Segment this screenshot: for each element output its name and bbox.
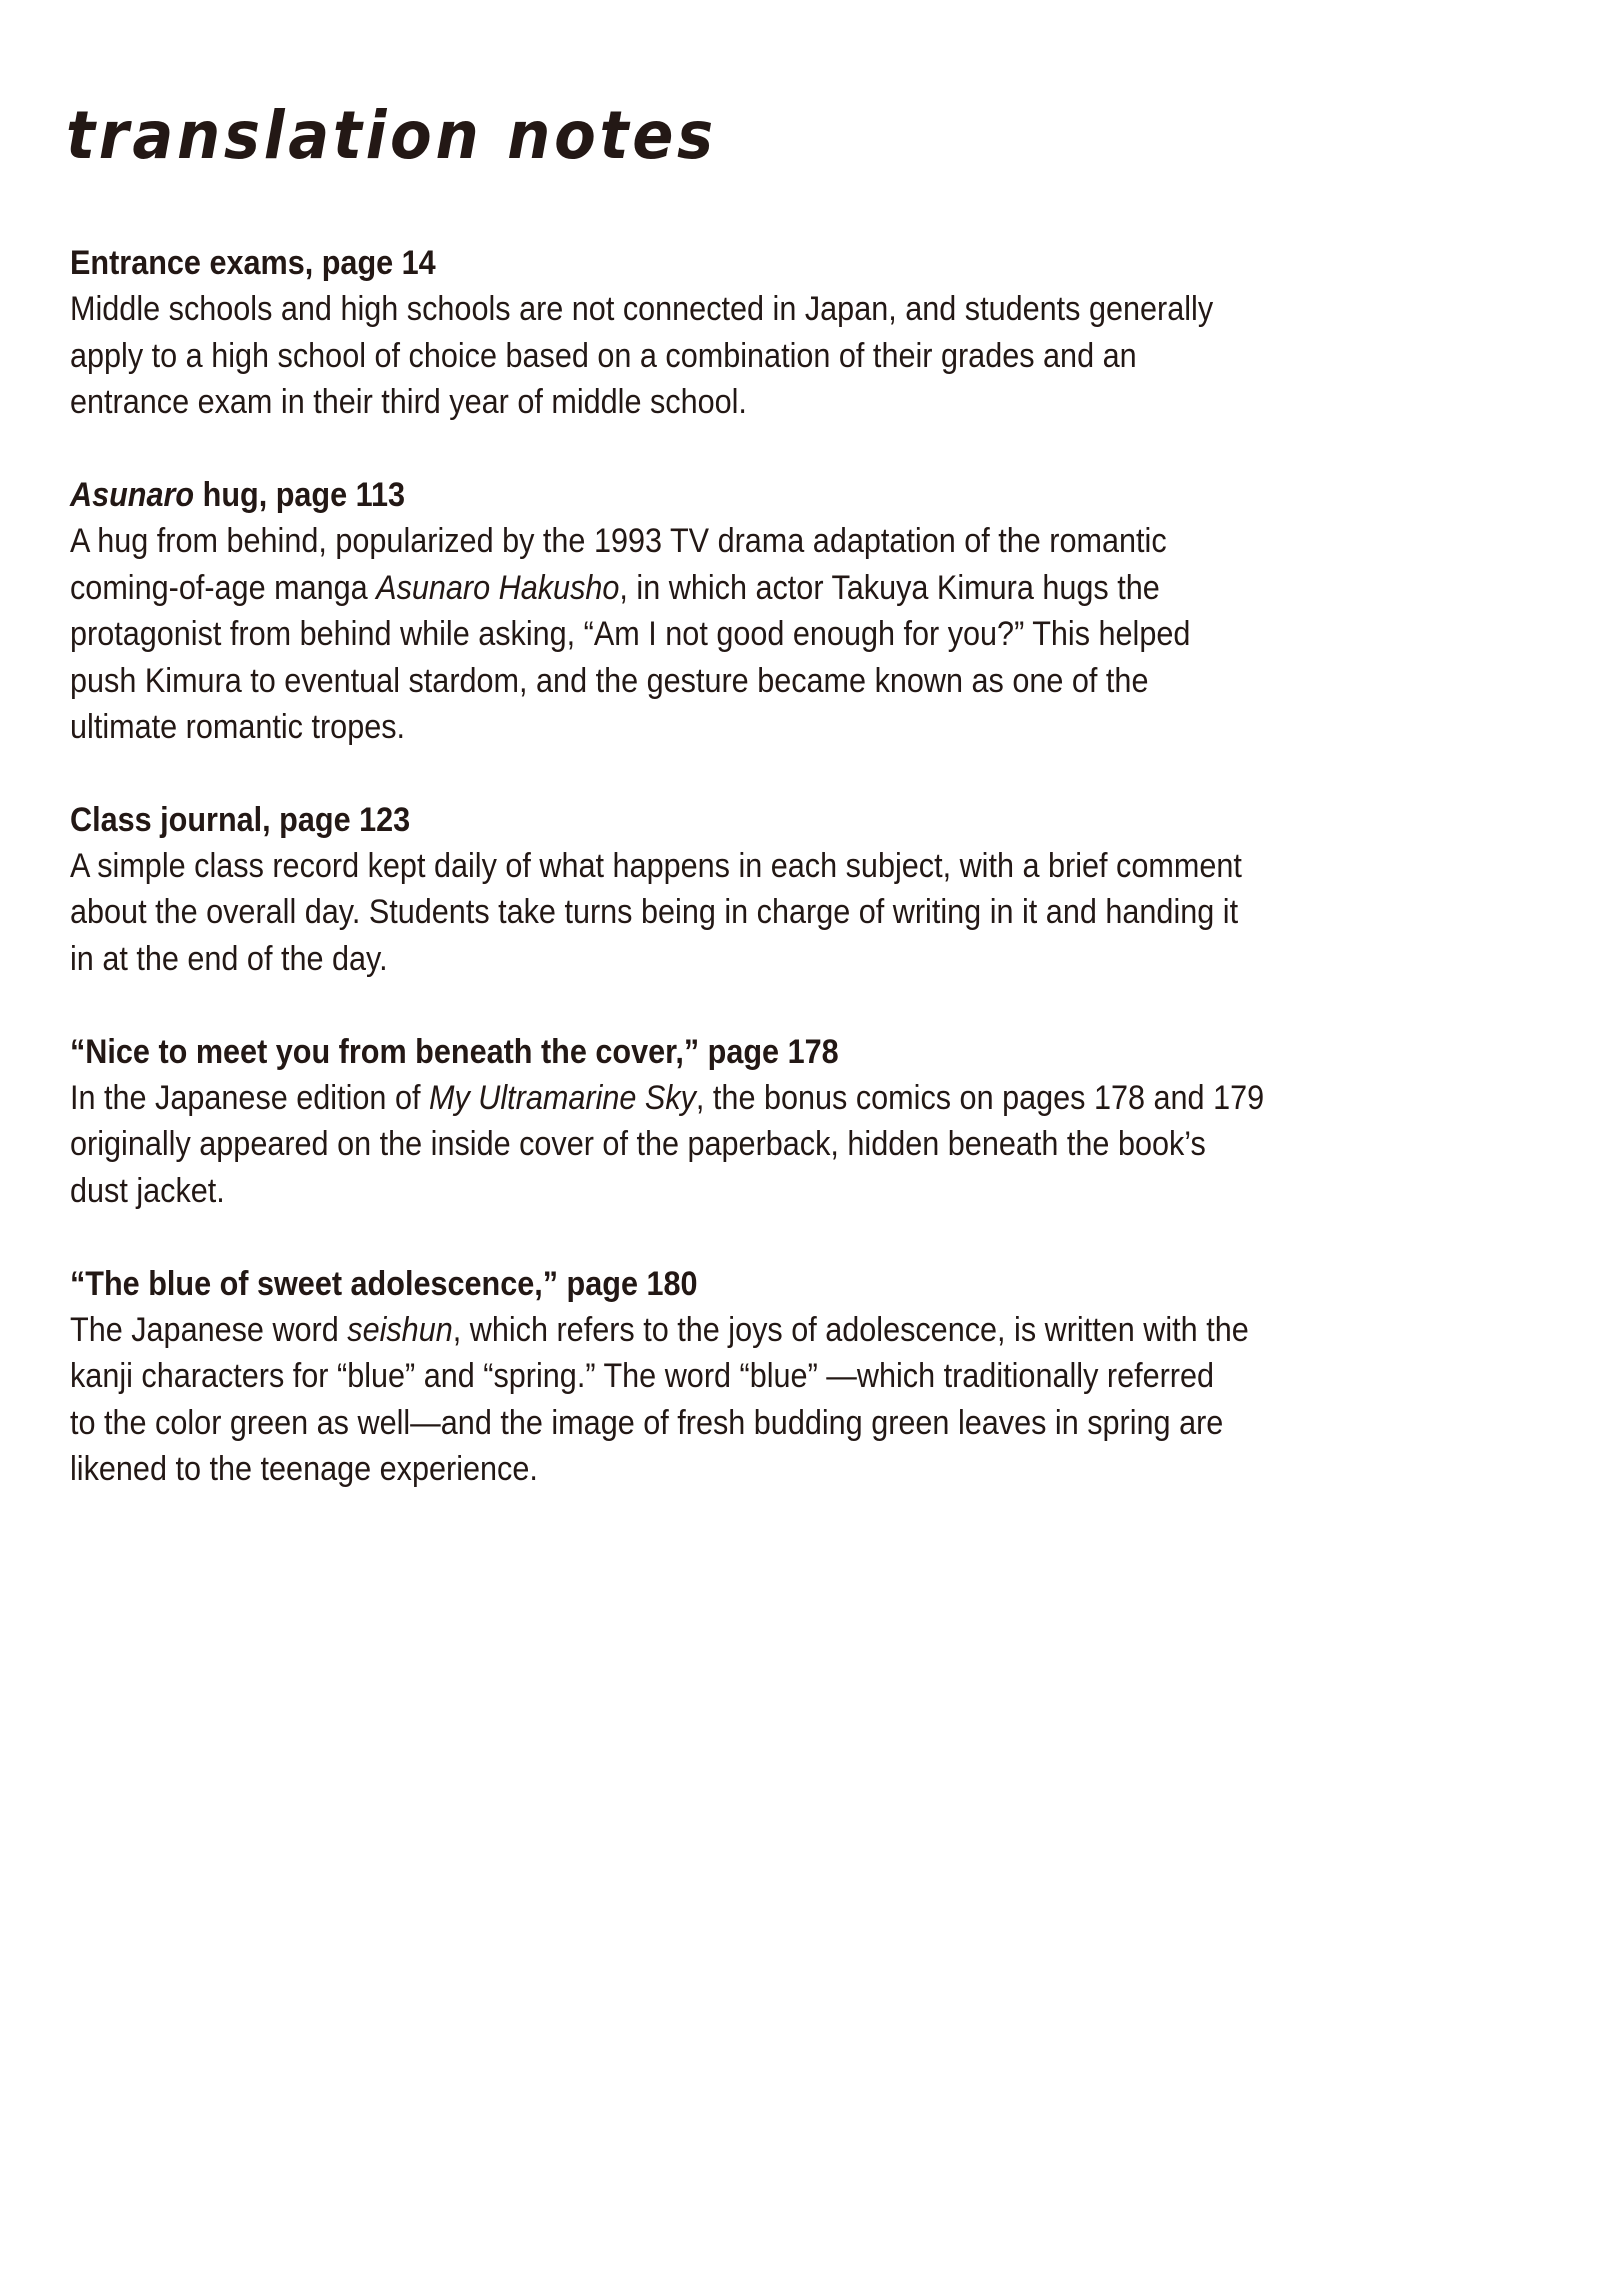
note-body-line: protagonist from behind while asking, “Am I not good enough for you?” This helped (70, 615, 1191, 654)
note-body-line (70, 1075, 1420, 1121)
translation-note (70, 1261, 1570, 1493)
note-body-line: originally appeared on the inside cover of the paperback, hidden beneath the book’s (70, 1125, 1206, 1164)
body-text: , the bonus comics on pages 178 and 179 (695, 1079, 1265, 1118)
italic-term: Asunaro Hakusho (376, 568, 620, 607)
note-heading (70, 1261, 1420, 1307)
note-body-line: dust jacket. (70, 1171, 225, 1210)
note-body-line: kanji characters for “blue” and “spring.” The word “blue” —which traditionally referred (70, 1357, 1215, 1396)
note-body-line: likened to the teenage experience. (70, 1450, 538, 1489)
note-body-line: push Kimura to eventual stardom, and the gesture became known as one of the (70, 661, 1149, 700)
translation-note (70, 472, 1570, 750)
note-body-line: A hug from behind, popularized by the 1993 TV drama adaptation of the romantic (70, 522, 1167, 561)
italic-term: seishun (347, 1310, 453, 1349)
notes-list (70, 240, 1570, 1539)
note-heading-text: hug, page 113 (194, 475, 406, 514)
note-body-line (70, 565, 1420, 611)
body-text: coming-of-age manga (70, 568, 377, 607)
body-text: , which refers to the joys of adolescence, is written with the (452, 1310, 1249, 1349)
body-text: , in which actor Takuya Kimura hugs the (619, 568, 1160, 607)
body-text: In the Japanese edition of (70, 1079, 429, 1118)
translation-note (70, 240, 1570, 426)
page-title: translation notes (66, 97, 717, 174)
note-heading-text: Class journal, page 123 (70, 800, 411, 839)
note-heading (70, 240, 1420, 286)
note-heading-text: “The blue of sweet adolescence,” page 180 (70, 1264, 698, 1303)
note-body-line: about the overall day. Students take turns being in charge of writing in it and handing it (70, 893, 1239, 932)
note-body-line: in at the end of the day. (70, 939, 388, 978)
note-body-line: entrance exam in their third year of middle school. (70, 383, 747, 422)
note-body-line (70, 1307, 1420, 1353)
note-heading-text: “Nice to meet you from beneath the cover,” page 178 (70, 1032, 839, 1071)
note-body-line: ultimate romantic tropes. (70, 707, 406, 746)
note-body-line: to the color green as well—and the image of fresh budding green leaves in spring are (70, 1403, 1224, 1442)
note-heading-italic: Asunaro (70, 475, 195, 514)
note-heading (70, 1029, 1420, 1075)
note-heading (70, 472, 1420, 518)
note-heading (70, 797, 1420, 843)
italic-term: My Ultramarine Sky (428, 1079, 696, 1118)
note-heading-text: Entrance exams, page 14 (70, 244, 436, 282)
note-body-line: apply to a high school of choice based on a combination of their grades and an (70, 336, 1137, 375)
note-body-line: A simple class record kept daily of what happens in each subject, with a brief comment (70, 847, 1242, 886)
body-text: The Japanese word (70, 1310, 348, 1349)
translation-note (70, 797, 1570, 983)
note-body-line: Middle schools and high schools are not connected in Japan, and students generally (70, 290, 1214, 329)
translation-note (70, 1029, 1570, 1215)
